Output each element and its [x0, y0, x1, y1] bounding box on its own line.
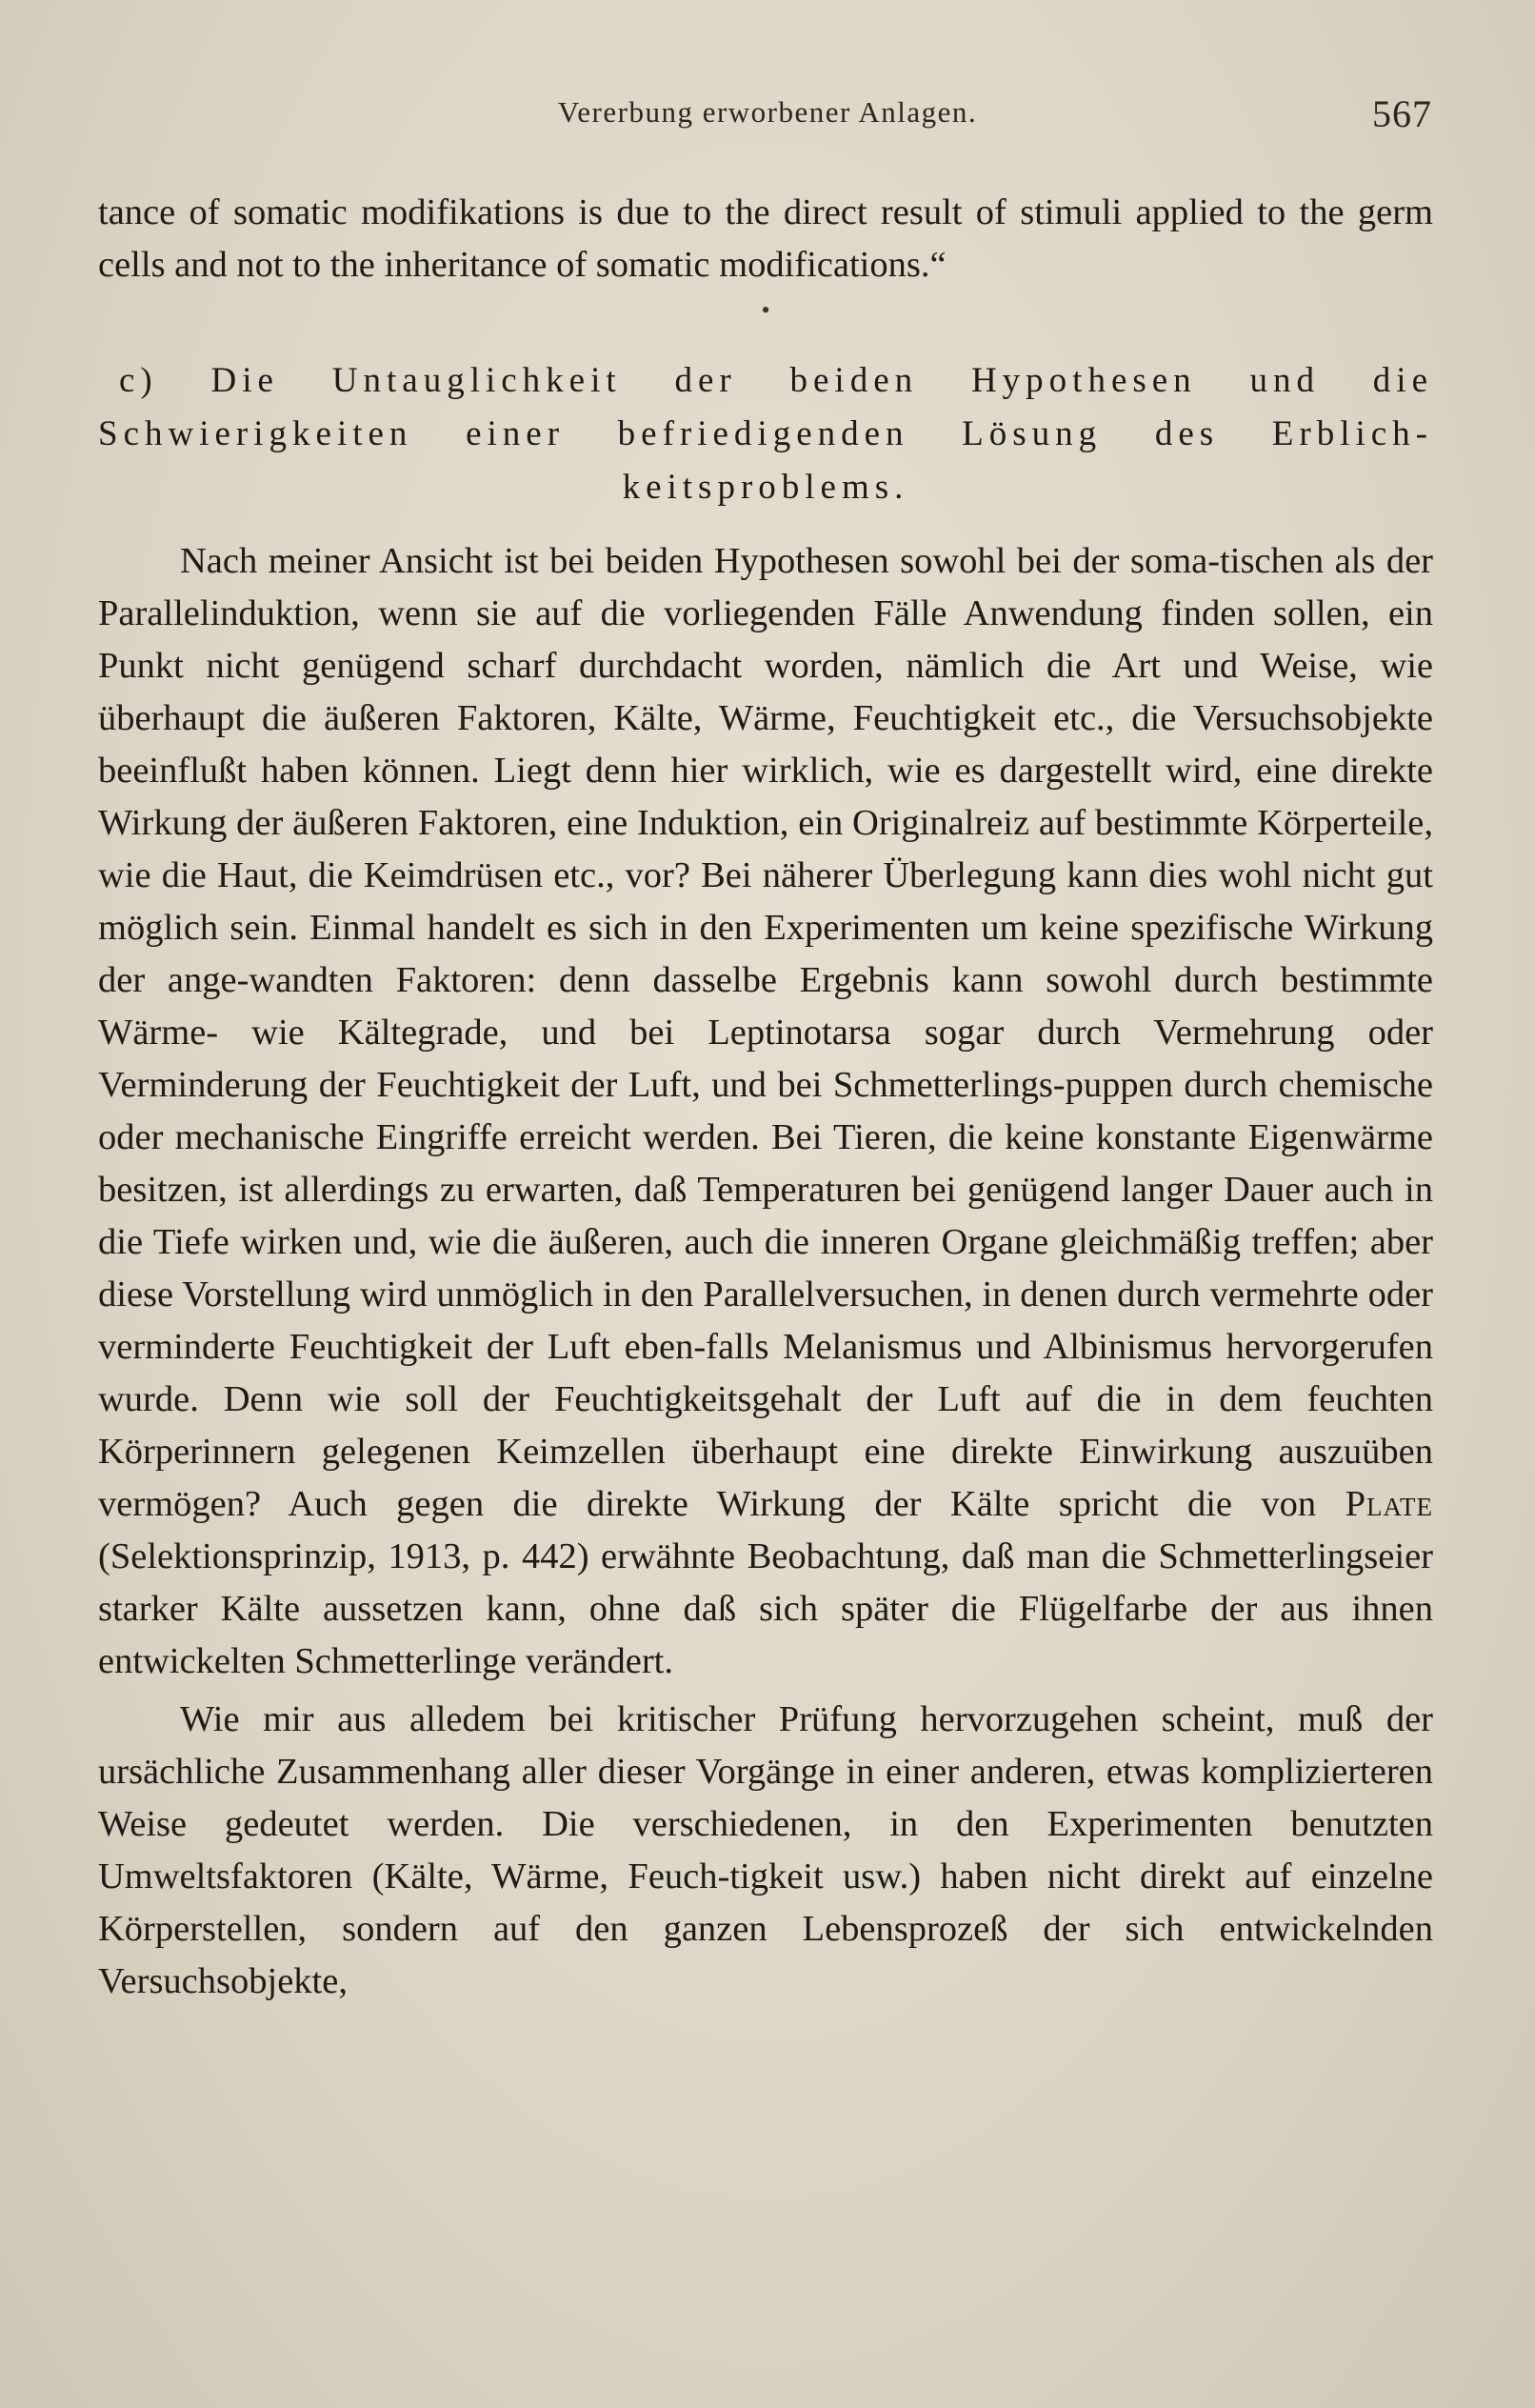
section-heading-line-2: Schwierigkeiten einer befriedigenden Lösung des Erblich-: [98, 414, 1433, 453]
paragraph-2: Wie mir aus alledem bei kritischer Prüfung hervorzugehen scheint, muß der ursächliche Zusammenhang aller dieser Vorgänge in einer anderen, etwas komplizierteren Weise gedeutet werden. Die verschiedenen, in den Experimenten benutzten Umweltsfaktoren (Kälte, Wärme, Feuch-tigkeit usw.) haben nicht direkt auf einzelne Körperstellen, sondern auf den ganzen Lebensprozeß der sich entwickelnden Versuchsobjekte,: [98, 1699, 1433, 2001]
continued-quote-paragraph: tance of somatic modifikations is due to the direct result of stimuli applied to the germ cells and not to the inheritance of somatic modifications.“: [98, 192, 1433, 285]
running-title: Vererbung erworbener Anlagen.: [557, 95, 978, 129]
separator-mark: •: [761, 296, 770, 324]
paragraph-1-text-b: (Selektionsprinzip, 1913, p. 442) erwähnte Beobachtung, daß man die Schmetterlingseier starker Kälte aussetzen kann, ohne daß sich später die Flügelfarbe der aus ihnen entwickelten Schmetterlinge verändert.: [98, 1536, 1433, 1681]
paragraph-1: [98, 535, 1433, 1688]
running-head: [0, 91, 1535, 149]
author-name-plate: Plate: [1345, 1484, 1434, 1524]
page-number: 567: [1372, 92, 1432, 135]
body-text: [98, 187, 1433, 2008]
section-heading-line-3: keitsproblems.: [622, 468, 909, 507]
paragraph-1-text-a: Nach meiner Ansicht ist bei beiden Hypothesen sowohl bei der soma-tischen als der Parallelinduktion, wenn sie auf die vorliegenden Fälle Anwendung finden sollen, ein Punkt nicht genügend scharf durchdacht worden, nämlich die Art und Weise, wie überhaupt die äußeren Faktoren, Kälte, Wärme, Feuchtigkeit etc., die Versuchsobjekte beeinflußt haben können. Liegt denn hier wirklich, wie es dargestellt wird, eine direkte Wirkung der äußeren Faktoren, eine Induktion, ein Originalreiz auf bestimmte Körperteile, wie die Haut, die Keimdrüsen etc., vor? Bei näherer Überlegung kann dies wohl nicht gut möglich sein. Einmal handelt es sich in den Experimenten um keine spezifische Wirkung der ange-wandten Faktoren: denn dasselbe Ergebnis kann sowohl durch bestimmte Wärme- wie Kältegrade, und bei Leptinotarsa sogar durch Vermehrung oder Verminderung der Feuchtigkeit der Luft, und bei Schmetterlings-puppen durch chemische oder mechanische Eingriffe erreicht werden. Bei Tieren, die keine konstante Eigenwärme besitzen, ist allerdings zu erwarten, daß Temperaturen bei genügend langer Dauer auch in die Tiefe wirken und, wie die äußeren, auch die inneren Organe gleichmäßig treffen; aber diese Vorstellung wird unmöglich in den Parallelversuchen, in denen durch vermehrte oder verminderte Feuchtigkeit der Luft eben-falls Melanismus und Albinismus hervorgerufen wurde. Denn wie soll der Feuchtigkeitsgehalt der Luft auf die in dem feuchten Körperinnern gelegenen Keimzellen überhaupt eine direkte Einwirkung auszuüben vermögen? Auch gegen die direkte Wirkung der Kälte spricht die von: [98, 541, 1433, 1524]
section-heading: [98, 354, 1433, 514]
section-heading-line-1: c) Die Untauglichkeit der beiden Hypothesen und die: [119, 361, 1433, 400]
